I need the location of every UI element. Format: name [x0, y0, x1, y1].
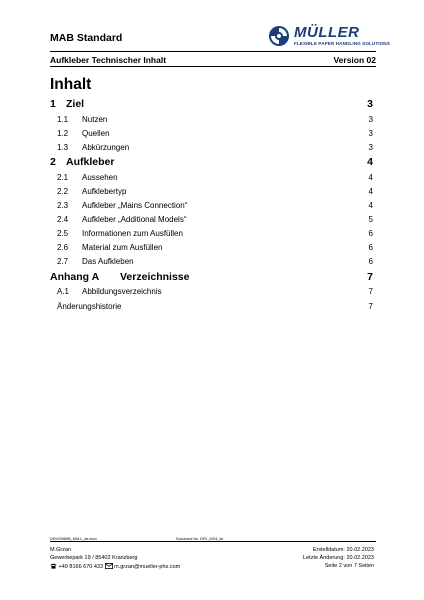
toc-entry[interactable]	[0, 287, 424, 301]
toc-entry-text: Abbildungsverzeichnis	[82, 287, 162, 296]
phone-icon	[50, 563, 57, 569]
header-divider-top	[50, 51, 376, 52]
company-logo	[268, 23, 390, 50]
footer-document-number: Document No. DEV_0204_de	[176, 537, 224, 541]
toc-entry-page: 6	[368, 229, 373, 238]
toc-entry[interactable]	[0, 243, 424, 257]
toc-entry-page: 7	[368, 287, 373, 296]
toc-entry[interactable]	[0, 215, 424, 229]
toc-entry-page: 4	[367, 156, 373, 168]
footer-page-info: Seite 2 von 7 Seiten	[324, 563, 374, 569]
toc-entry-page: 3	[368, 115, 373, 124]
toc-entry-number: 2	[50, 156, 56, 168]
header-subtitle: Aufkleber Technischer Inhalt	[50, 55, 167, 65]
toc-entry-page: 4	[368, 201, 373, 210]
header-version: Version 02	[333, 55, 376, 65]
header-divider-bottom	[50, 66, 376, 67]
toc-entry-number: 1.2	[57, 129, 69, 138]
toc-entry-text: Material zum Ausfüllen	[82, 243, 163, 252]
toc-entry-page: 6	[368, 257, 373, 266]
footer-file-name: DEV0206MB_MULL_de.docx	[50, 537, 97, 541]
toc-entry-number: 2.5	[57, 229, 69, 238]
footer-contact	[50, 563, 180, 570]
footer-author: M.Grzan	[50, 547, 72, 553]
toc-entry-number: 2.4	[57, 215, 69, 224]
toc-entry-page: 7	[367, 271, 373, 283]
header-title: MAB Standard	[50, 32, 123, 44]
toc-entry-number: 1.3	[57, 143, 69, 152]
toc-entry-number: 2.7	[57, 257, 69, 266]
toc-entry-text: Abkürzungen	[82, 143, 130, 152]
toc-entry-text: Das Aufkleben	[82, 257, 134, 266]
toc-entry-page: 4	[368, 173, 373, 182]
footer-email[interactable]: m.grzan@mueller-phs.com	[114, 564, 181, 570]
toc-entry-text: Änderungshistorie	[57, 302, 122, 311]
toc-entry-text: Aufkleber „Additional Models“	[82, 215, 187, 224]
footer-divider	[50, 541, 376, 542]
toc-entry-page: 3	[367, 98, 373, 110]
toc-entry[interactable]	[0, 257, 424, 271]
toc-entry-text: Aussehen	[82, 173, 118, 182]
logo-tagline: FLEXIBLE PAPER HANDLING SOLUTIONS	[294, 41, 390, 46]
footer-created-date: Erstelldatum: 20.02.2023	[312, 547, 374, 553]
toc-entry-page: 6	[368, 243, 373, 252]
toc-entry-text: Quellen	[82, 129, 110, 138]
toc-entry-text: Aufklebertyp	[82, 187, 127, 196]
toc-entry[interactable]	[0, 187, 424, 201]
toc-entry-page: 7	[368, 302, 373, 311]
toc-entry-text: Verzeichnisse	[120, 271, 190, 283]
toc-entry-number: 2.2	[57, 187, 69, 196]
toc-entry-page: 4	[368, 187, 373, 196]
toc-entry-number: 1.1	[57, 115, 69, 124]
footer-address: Gewerbepark 19 / 85402 Kranzberg	[50, 555, 138, 561]
toc-entry-number: 2.1	[57, 173, 69, 182]
email-icon	[105, 563, 113, 569]
toc-entry[interactable]	[0, 129, 424, 143]
toc-entry-text: Nutzen	[82, 115, 108, 124]
toc-entry[interactable]	[0, 201, 424, 215]
toc-entry-text: Informationen zum Ausfüllen	[82, 229, 183, 238]
toc-entry[interactable]	[0, 229, 424, 243]
toc-entry[interactable]	[0, 302, 424, 316]
toc-entry-page: 5	[368, 215, 373, 224]
toc-entry[interactable]	[0, 98, 424, 112]
toc-entry-number: A.1	[57, 287, 70, 296]
toc-entry-text: Ziel	[66, 98, 85, 110]
footer-changed-date: Letzte Änderung: 20.02.2023	[303, 555, 374, 561]
toc-entry[interactable]	[0, 173, 424, 187]
mueller-logo-icon	[268, 25, 290, 47]
logo-name: MÜLLER	[294, 24, 360, 41]
toc-entry-text: Aufkleber „Mains Connection“	[82, 201, 188, 210]
toc-entry[interactable]	[0, 271, 424, 285]
toc-entry[interactable]	[0, 115, 424, 129]
toc-entry-page: 3	[368, 129, 373, 138]
toc-entry-text: Aufkleber	[66, 156, 115, 168]
toc-entry-number: 2.6	[57, 243, 69, 252]
footer-phone: +49 8166 670 433	[58, 564, 104, 570]
toc-entry[interactable]	[0, 156, 424, 170]
toc-entry[interactable]	[0, 143, 424, 157]
toc-entry-number: Anhang A	[50, 271, 100, 283]
toc-title: Inhalt	[50, 76, 92, 93]
toc-entry-page: 3	[368, 143, 373, 152]
toc-entry-number: 1	[50, 98, 56, 110]
toc-entry-number: 2.3	[57, 201, 69, 210]
